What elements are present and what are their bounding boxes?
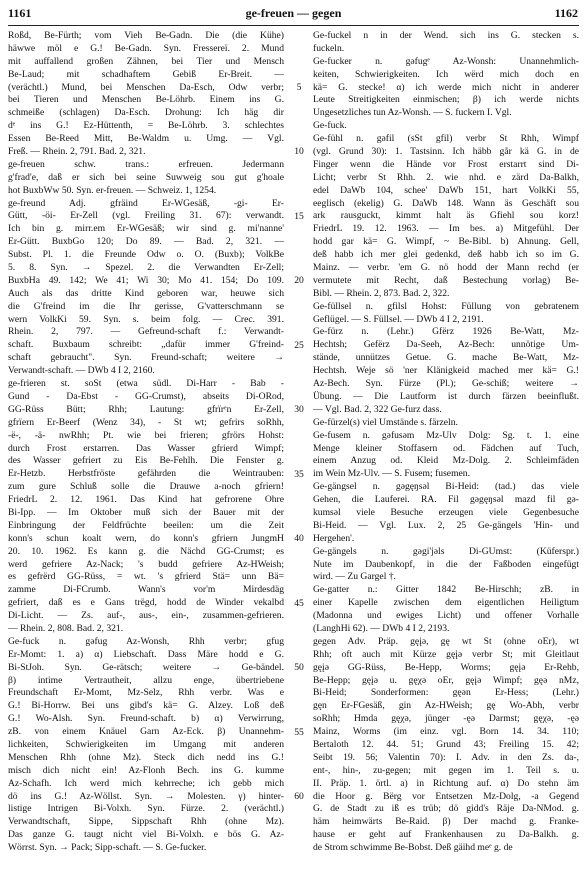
text-line: im Wein Mz-Ulv. — S. Fusem; fusemen. [313, 468, 470, 480]
text-line: ge-freund Adj. gfräind Er-WGesäß, -gi- Er- [8, 197, 284, 209]
text-line: Freß. — Rhein. 2, 791. Bad. 2, 321. [8, 146, 146, 158]
text-line: Mainz. — verbr. 'em G. nö hodd der Mann rechd (er [313, 262, 579, 274]
text-line: gegen Adv. Präp. gęįə, gę wt St (ohne oEr), wt [313, 635, 579, 647]
text-line: mit auffallend großen Zähnen, bei Tier und Mensch [8, 55, 284, 67]
header-rule [8, 25, 579, 26]
text-line: Az-Bech. Syn. Fürze (Pl.); Ge-schiß; weitere → [313, 378, 579, 390]
text-line: Gütt, -öi- Er-Zell (vgl. Freiling 31. 67): verwandt. [8, 210, 284, 222]
line-number: 10 [294, 146, 304, 158]
text-line: ent-, hin-, zu-gegen; mit gegen im 1. Teil s. u. [313, 764, 579, 776]
text-line: edel DaWb 104, schee' DaWb 151, hart VolkKi 55, [313, 184, 579, 196]
line-number: 60 [294, 791, 304, 803]
text-line: Roßd, Be-Fürth; vom Vieh Be-Gadn. Die (die Kühe) [8, 30, 284, 41]
text-line: die Hoor g. Bërg vor Entsetzen Mz-Dolg, -a Gegend [313, 790, 579, 802]
text-line: FriedrL 2. 12. 1961. Das Kind hat gefrorene Ohre [8, 494, 284, 506]
text-line: Hechtsh. Weje sö 'ner Klänigkeid mached mer kä= G.! [313, 365, 579, 377]
right-column [313, 30, 579, 855]
text-line: ark rausguckt, kimmt halt äs Gfiehl sou korz! [313, 210, 579, 222]
line-number: 15 [294, 210, 304, 222]
text-line: kumsəl viele Besuche erzeugen viele Gegenbesuche [313, 506, 579, 518]
text-line: listige Intrigen Bi-Volxh. Syn. Fürze. 2. (verächtl.) [8, 803, 284, 815]
text-line: Di-Licht. — Zs. auf-, aus-, ein-, zusammen-gefrieren. [8, 610, 284, 622]
text-line: Bibl. — Rhein. 2, 873. Bad. 2, 322. [313, 287, 450, 299]
text-line: gęįə GG-Rüss, Be-Hepp, Worms; gęįə Er-Rehb, [313, 661, 579, 673]
text-line: Rhein. 2, 797. — Gefreund-schaft f.: Verwandt- [8, 326, 284, 338]
text-line: misch dich nicht ein! Az-Flonh Bech. ins G. kumme [8, 764, 284, 776]
text-line: Einbringung der Feldfrüchte beeilen: um die Zeit [8, 519, 284, 531]
text-line: Verwandt-schaft. — DWb 4 I 2, 2160. [8, 365, 155, 377]
text-line: 20. 10. 1962. Es kann g. die Nächd GG-Crumst; es [8, 545, 284, 557]
text-line: FriedrL 19. 12. 1963. — Im bes. a) Mitgefühl. Der [313, 223, 579, 235]
text-line: Rhh; oft auch mit Kürze gęįə verbr St; mit Gleitlaut [313, 648, 579, 660]
text-line: — Rhein. 2, 808. Bad. 2, 321. [8, 622, 124, 634]
text-line: Er-Momt: 1. a) α) Liebschaft. Dass Märe hodd e G. [8, 648, 284, 660]
text-line: Licht; verbr St Rhh. 2. wie nhd. e zärd Da-Balkh, [313, 171, 579, 183]
text-line: ge-frieren st. soSt (etwa südl. Di-Harr - Bab - [8, 378, 284, 390]
text-line: II. Präp. 1. örtl. a) in Richtung auf. α) Do stehn äm [313, 777, 579, 789]
text-line: (verächtl.) Mund, bei Menschen Da-Esch, Odw verbr; [8, 81, 284, 93]
text-line: Leute Streitigkeiten einmischen; β) ich werde nichts [313, 94, 579, 106]
text-line: dᵉ ins G.! Ez-Hüttenth, = Be-Löhrb. 3. schlechtes [8, 120, 284, 132]
text-line: hodd gar kä= G. Wimpf, ~ Be-Bibl. b) Ahnung. Gell, [313, 236, 579, 248]
text-line: Verwandtschaft, Sippe, Sippschaft Rhh (ohne Mz). [8, 816, 284, 828]
text-line: Ge-fühl n. gəfil (sSt gfil) verbr St Rhh, Wimpf [313, 133, 579, 145]
text-line: Mainz, Worms (im einz. vgl. Born 14. 34. 110; [313, 726, 579, 738]
text-line: Wörrst. Syn. → Pack; Sipp-schaft. — S. Ge-fucker. [8, 842, 207, 854]
text-line: schaft. Buxbaum schreibt: „dafür immer G'freind- [8, 339, 284, 351]
text-line: Freundschaft Er-Momt, Mz-Selz, Rhh verbr. Was e [8, 687, 284, 699]
text-line: ge-freuen schw. trans.: erfreuen. Jedermann [8, 158, 284, 170]
text-line: Be-Hepp; gęįə u. gęχə oEr, gęįə Wimpf; gęə nMz, [313, 674, 579, 686]
line-number: 30 [294, 404, 304, 416]
text-line: Ge-fuck n. gəfug Az-Wonsh, Rhh verbr; gfug [8, 635, 284, 647]
text-line: Az-Schafh. Ich werd mich kehrreche; ich gebb mich [8, 777, 284, 789]
text-line: Ge-gängels n. gəgi'jəls Di-GUmst: (Küferspr.) [313, 545, 579, 557]
text-line: (vgl. Grund 30): 1. Tastsinn. Ich häbb går kä G. in de [313, 146, 579, 158]
text-line: zamme Di-FCrumb. Wann's vor'm Mirdesdäg [8, 584, 284, 596]
text-line: werd gefriere Az-Nack; 's budd gefriere Az-HWeish; [8, 558, 284, 570]
left-column [8, 30, 284, 855]
text-line: hause er geht auf Frankenhausen zu Da-Balkh. g. [313, 829, 579, 841]
text-line: Ge-fürz n. (Lehr.) Gfërz 1926 Be-Watt, Mz- [313, 326, 579, 338]
text-line: G.! Wo-Alsh. Syn. Freund-schaft. b) α) Verwirrung, [8, 713, 284, 725]
text-line: einer Kapelle zwischen dem eigentlichen Heiligtum [313, 597, 579, 609]
text-line: Das ganze G. taugt nicht viel Bi-Volxh. e bös G. Az- [8, 829, 284, 841]
text-line: die G'freind im die Ihr gerisse, G'vatterschmann se [8, 300, 284, 312]
text-line: de Strom schwimme Be-Bobst. Deß gäihd meᵉ g. de [313, 842, 513, 854]
text-line: Bi-Heid. — Vgl. Lux. 2, 25 Ge-gängels 'Hin- und [313, 519, 579, 531]
text-line: -ë-, -ä- nwRhh; Pt. wie bei frieren; gfrörs Hohst: [8, 429, 284, 441]
running-head: ge-freuen — gegen [245, 6, 342, 20]
text-line: zB. von einem Knäuel Garn Az-Eck. β) Unannehm- [8, 726, 284, 738]
text-line: (Madonna und ewiges Licht) und offener Vorhalle [313, 610, 579, 622]
text-line: Ge-gängsel n. gəgęŋsəl Bi-Heid: (tad.) das viele [313, 481, 579, 493]
text-line: Hechtsh; Gefërz Da-Seeh, Az-Bech: unnötige Um- [313, 339, 579, 351]
text-line: Ungesetzliches tun Az-Wonsh. — S. fuckern I. Vgl. [313, 107, 512, 119]
text-line: Essen Be-Reed Mitt, Be-Waldm u. Umg. — Vgl. [8, 133, 284, 145]
text-line: kä= G. stecke! α) ich werde mich nicht in anderer [313, 81, 579, 93]
text-line: 5. 8. Syn. → Spezel. 2. die Verwandten Er-Zell; [8, 262, 284, 274]
text-line: Seibt 19. 56; Valentin 70): I. Adv. in den Zs. da-, [313, 751, 579, 763]
text-line: hot BuxbWw 50. Syn. er-freuen. — Schweiz. 1, 1254. [8, 184, 217, 196]
text-line: dö ins G.! Az-Wöllst. Syn. → Molesten. γ) hinter- [8, 790, 284, 802]
text-line: Bi-Ipp. — Im Oktober muß sich der Bauer mit der [8, 506, 284, 518]
text-line: Übung. — Die Lautform ist durch färzen beeinflußt. [313, 390, 579, 402]
text-line: Ge-fürzel(s) viel Umstände s. färzeln. [313, 416, 458, 428]
text-line: lichkeiten, Schwierigkeiten im Umgang mit anderen [8, 738, 284, 750]
text-line: durch Frost erstarren. Das Wasser gfrierd Wimpf; [8, 442, 284, 454]
text-line: stände, unnützes Getue. G. mache Be-Watt, Mz- [313, 352, 579, 364]
text-line: Auch als das dritte Kind geboren war, heuwe sich [8, 287, 284, 299]
text-line: schaft gebraucht". Syn. Freund-schaft; weitere → [8, 352, 284, 364]
text-line: gefriert, daß es e Gans trëgd, hodd de Winder vekalbd [8, 597, 284, 609]
text-line: fuckeln. [313, 42, 345, 54]
text-line: Bi-StJoh. Syn. Ge-rätsch; weitere → Ge-bändel. [8, 661, 284, 673]
text-line: Gund - Da-Ebst - GG-Crumst), abseits Di-ORod, [8, 390, 284, 402]
text-line: g'frad'e, daß er sich bei seine Suwweig sou gut g'hoale [8, 171, 284, 183]
text-line: Nute im Daubenkopf, in die der Faßboden eingefügt [313, 558, 579, 570]
text-line: Geflügel. — S. Füllsel. — DWb 4 I 2, 2191. [313, 313, 484, 325]
line-number: 5 [296, 81, 302, 93]
text-line: β) intime Vertrautheit, allzu enge, übertriebene [8, 674, 284, 686]
text-line: Ge-fuck. [313, 120, 347, 132]
text-line: Bi-Heid; Sonderformen: gęən Er-Hess; (Lehr.) [313, 687, 579, 699]
text-line: des Wasser gefriert zu Eis Be-Fehlh. Die Fenster g. [8, 455, 284, 467]
text-line: gęn Er-FGesäß, gin Az-HWeish; gę Wo-Abh, verbr [313, 700, 579, 712]
text-line: wird. — Zu Gargel †. [313, 571, 396, 583]
text-line: bei Tieren und Menschen Be-Löhrb. Einem ins G. [8, 94, 284, 106]
line-number: 40 [294, 533, 304, 545]
text-line: Bertaloth 12. 44. 51; Grund 43; Freiling 15. 42; [313, 738, 579, 750]
text-line: eeglisch (ekelig) G. DaWb 148. Wann äs Geschäft sou [313, 197, 579, 209]
text-line: Er-Hetzb. Herbstfröste gefährden die Weintrauben: [8, 468, 284, 480]
text-line: keiten, Schwierigkeiten. Ich wërd mich doch en [313, 68, 579, 80]
text-line: soRhh; Hmda gęχə, jünger -ęə Darmst; gęχə, -ęə [313, 713, 579, 725]
right-column-number: 1162 [554, 6, 578, 20]
text-line: zum gure Schluß solle die Drauwe a-noch gfriern! [8, 481, 284, 493]
line-number: 50 [294, 662, 304, 674]
text-line: Ge-fucker n. gəfugᵉ Az-Wonsh: Unannehmlich- [313, 55, 579, 67]
text-line: vermutete mit Recht, daß Bestechung vorlag) Be- [313, 274, 579, 286]
line-number: 55 [294, 726, 304, 738]
text-line: schmeiße (schlagen) Da-Esch. Drohung: Ich häg dir [8, 107, 284, 119]
text-line: Gehen, die Lauferei. RA. Fil gəgęŋsəl mazd fil gə- [313, 494, 579, 506]
text-line: konn's schun koalt wern, do konn's gfriern JungmH [8, 532, 284, 544]
text-line: G. de Stadt zu iß es trüb; dö gidd's Räje Da-NMod. g. [313, 803, 579, 815]
line-number: 35 [294, 468, 304, 480]
text-line: Ge-gatter n.: Gitter 1842 Be-Hirschh; zB. in [313, 584, 579, 596]
text-line: deß habb ich mer glei gedenkd, deß habb ich so im G. [313, 249, 579, 261]
line-number: 25 [294, 339, 304, 351]
text-line: GG-Rüss Bütt; Rhh; Lautung: gfrïrᵉn Er-Zell, [8, 403, 284, 415]
text-line: Hergehen'. [313, 532, 355, 544]
line-number: 20 [294, 275, 304, 287]
text-line: gfrïern Er-Beerf (Wenz 34), - St wt; gefrirs soRhh, [8, 416, 284, 428]
text-line: — Vgl. Bad. 2, 322 Ge-furz dass. [313, 403, 442, 415]
text-line: Ich bin g. mirr.em Er-WGesäß; wir sind g. mi'nanne' [8, 223, 284, 235]
text-line: wern VolkKi 59. Syn. s. beim folg. — Crec. 391. [8, 313, 284, 325]
line-number: 45 [294, 597, 304, 609]
text-line: Ge-fusem n. gəfusəm Mz-Ulv Dolg: Sg. t. 1. eine [313, 429, 579, 441]
text-line: Be-Laud; mit schadhaftem Gebiß Er-Breit. — [8, 68, 284, 80]
text-line: es gefrërd GG-Rüss, = wt. 's gfrierd Stä= unn Bä= [8, 571, 284, 583]
text-line: Menschen Rhh (ohne Mz). Steck dich nedd ins G.! [8, 751, 284, 763]
text-line: Menge kleiner Stoffasern od. Fädchen auf Tuch, [313, 442, 579, 454]
text-line: häwwe möl e G.! Be-Gadn. Syn. Fressereï. 2. Mund [8, 42, 284, 54]
text-line: Ge-fuckel n in der Wend. sich ins G. stecken s. [313, 30, 579, 41]
text-line: Subst. Pl. 1. die Freunde Odw o. O. (Buxb); VolkBe [8, 249, 284, 261]
text-line: Er-Gütt. BuxbGo 120; Do 89. — Bad. 2, 321. — [8, 236, 284, 248]
text-line: BuxbHa 49. 142; We 41; Wi 30; Mo 41. 154; Do 109. [8, 274, 284, 286]
text-line: Ge-füllsel n. gfilsl Hohst: Füllung von gebratenem [313, 300, 579, 312]
text-line: einem Anzug od. Kleid Mz-Dolg. 2. Schleimfäden [313, 455, 579, 467]
text-line: Finger wenn die Hände vor Frost erstarrt sind Di- [313, 158, 579, 170]
text-line: (LanghHi 62). — DWb 4 I 2, 2193. [313, 622, 450, 634]
left-column-number: 1161 [8, 6, 32, 20]
text-line: G.! Bi-Horrw. Bei uns gibd's kä= G. Alzey. Loß deß [8, 700, 284, 712]
text-line: häm heimwärts Be-Raid. β) Der machd g. Franke- [313, 816, 579, 828]
